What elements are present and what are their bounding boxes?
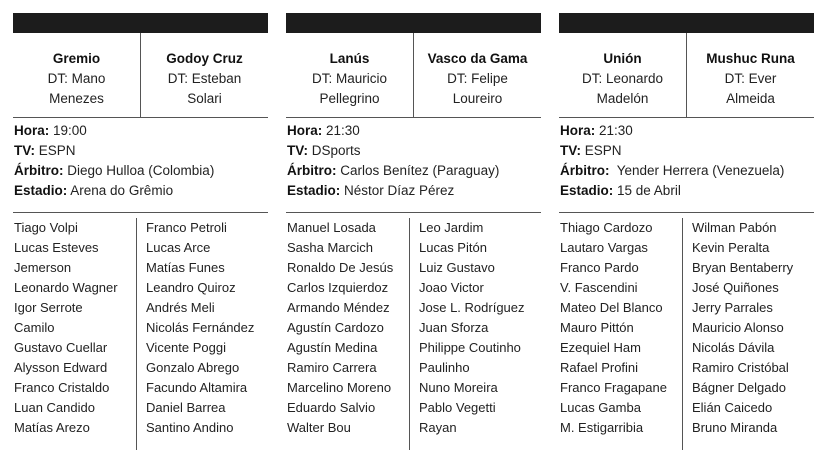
coach-line: DT: Esteban (167, 71, 242, 86)
match-card (13, 13, 268, 450)
player-name: Wilman Pabón (692, 220, 777, 235)
team-away (140, 33, 268, 117)
player-name: Nicolás Dávila (692, 340, 775, 355)
player-name: Carlos Izquierdoz (287, 280, 389, 295)
match-time-label: Hora: (287, 123, 323, 138)
team-home (559, 33, 686, 117)
coach-line: Pellegrino (319, 91, 380, 106)
player-name: Jemerson (14, 260, 72, 275)
teams-header (559, 33, 814, 118)
lineups (559, 213, 814, 450)
match-time (287, 121, 541, 141)
match-time-value: 19:00 (49, 123, 87, 138)
player-name: Rafael Profini (560, 360, 639, 375)
referee-label: Árbitro: (287, 163, 337, 178)
player-name: M. Estigarribia (560, 420, 644, 435)
referee-label: Árbitro: (560, 163, 610, 178)
away-players-list (682, 218, 814, 450)
player-name: Lautaro Vargas (560, 240, 648, 255)
referee-value: Carlos Benítez (Paraguay) (336, 163, 500, 178)
player-name: Leonardo Wagner (14, 280, 118, 295)
teams-header (286, 33, 541, 118)
referee-label: Árbitro: (14, 163, 64, 178)
player-name: Facundo Altamira (146, 380, 248, 395)
team-name: Unión (603, 51, 642, 66)
match-time-label: Hora: (14, 123, 50, 138)
away-players-list (409, 218, 541, 450)
stadium (287, 181, 541, 201)
player-name: Leo Jardim (419, 220, 484, 235)
coach-line: Loureiro (452, 91, 503, 106)
player-name: Ezequiel Ham (560, 340, 641, 355)
match-info (559, 118, 814, 213)
stadium-label: Estadio: (287, 183, 341, 198)
home-players-list (286, 218, 409, 450)
stadium-value: Néstor Díaz Pérez (340, 183, 455, 198)
card-header-bar (13, 13, 268, 33)
tv-channel-value: ESPN (35, 143, 76, 158)
tv-channel (14, 141, 268, 161)
player-name: Philippe Coutinho (419, 340, 521, 355)
player-name: Tiago Volpi (14, 220, 78, 235)
player-name: Walter Bou (287, 420, 351, 435)
team-home (286, 33, 413, 117)
coach-line: DT: Mauricio (311, 71, 387, 86)
player-name: Kevin Peralta (692, 240, 770, 255)
referee-value: Diego Hulloa (Colombia) (63, 163, 215, 178)
lineups (286, 213, 541, 450)
player-name: Rayan (419, 420, 457, 435)
player-name: Vicente Poggi (146, 340, 226, 355)
player-name: Armando Méndez (287, 300, 390, 315)
player-name: Ramiro Cristóbal (692, 360, 789, 375)
stadium (14, 181, 268, 201)
player-name: Santino Andino (146, 420, 234, 435)
player-name: Andrés Meli (146, 300, 215, 315)
player-name: Eduardo Salvio (287, 400, 376, 415)
player-name: Jerry Parrales (692, 300, 773, 315)
player-name: Alysson Edward (14, 360, 108, 375)
player-name: Joao Victor (419, 280, 484, 295)
card-header-bar (559, 13, 814, 33)
player-name: Bruno Miranda (692, 420, 778, 435)
player-name: Mateo Del Blanco (560, 300, 663, 315)
player-name: Gonzalo Abrego (146, 360, 240, 375)
player-name: Bágner Delgado (692, 380, 786, 395)
player-name: Mauricio Alonso (692, 320, 784, 335)
player-name: Luan Candido (14, 400, 95, 415)
player-name: Thiago Cardozo (560, 220, 653, 235)
match-card (286, 13, 541, 450)
tv-channel-label: TV: (14, 143, 36, 158)
team-name: Vasco da Gama (427, 51, 528, 66)
team-away (413, 33, 541, 117)
match-time-value: 21:30 (595, 123, 633, 138)
stadium-value: Arena do Grêmio (67, 183, 174, 198)
player-name: Ronaldo De Jesús (287, 260, 394, 275)
card-header-bar (286, 13, 541, 33)
player-name: Matías Arezo (14, 420, 90, 435)
team-name: Lanús (329, 51, 370, 66)
away-players-list (136, 218, 268, 450)
player-name: Agustín Cardozo (287, 320, 384, 335)
player-name: Franco Pardo (560, 260, 639, 275)
player-name: Ramiro Carrera (287, 360, 377, 375)
player-name: Pablo Vegetti (419, 400, 496, 415)
coach-line: DT: Felipe (447, 71, 508, 86)
player-name: Camilo (14, 320, 55, 335)
match-info (13, 118, 268, 213)
team-name: Mushuc Runa (706, 51, 795, 66)
coach-line: DT: Ever (724, 71, 777, 86)
team-name: Gremio (52, 51, 101, 66)
player-name: Lucas Pitón (419, 240, 487, 255)
stadium-label: Estadio: (14, 183, 68, 198)
player-name: Juan Sforza (419, 320, 489, 335)
player-name: Mauro Pittón (560, 320, 634, 335)
player-name: Lucas Gamba (560, 400, 641, 415)
player-name: Leandro Quiroz (146, 280, 236, 295)
stadium-value: 15 de Abril (613, 183, 681, 198)
team-away (686, 33, 814, 117)
stadium-label: Estadio: (560, 183, 614, 198)
home-players-list (13, 218, 136, 450)
tv-channel (560, 141, 814, 161)
coach-line: Almeida (726, 91, 775, 106)
tv-channel-label: TV: (287, 143, 309, 158)
player-name: Gustavo Cuellar (14, 340, 108, 355)
player-name: Paulinho (419, 360, 470, 375)
player-name: Luiz Gustavo (419, 260, 495, 275)
player-name: Franco Petroli (146, 220, 227, 235)
team-name: Godoy Cruz (166, 51, 243, 66)
tv-channel-label: TV: (560, 143, 582, 158)
referee (560, 161, 814, 181)
referee (287, 161, 541, 181)
match-time-value: 21:30 (322, 123, 360, 138)
stadium (560, 181, 814, 201)
player-name: Marcelino Moreno (287, 380, 392, 395)
coach-line: DT: Mano (47, 71, 106, 86)
player-name: Sasha Marcich (287, 240, 373, 255)
match-info (286, 118, 541, 213)
player-name: Lucas Esteves (14, 240, 99, 255)
tv-channel (287, 141, 541, 161)
teams-header (13, 33, 268, 118)
team-home (13, 33, 140, 117)
match-time (14, 121, 268, 141)
home-players-list (559, 218, 682, 450)
player-name: Daniel Barrea (146, 400, 226, 415)
player-name: Bryan Bentaberry (692, 260, 794, 275)
match-time-label: Hora: (560, 123, 596, 138)
coach-line: DT: Leonardo (581, 71, 664, 86)
player-name: Elián Caicedo (692, 400, 773, 415)
player-name: Manuel Losada (287, 220, 376, 235)
player-name: Lucas Arce (146, 240, 211, 255)
tv-channel-value: ESPN (581, 143, 622, 158)
player-name: Franco Fragapane (560, 380, 667, 395)
player-name: Franco Cristaldo (14, 380, 110, 395)
coach-line: Madelón (596, 91, 649, 106)
match-card (559, 13, 814, 450)
referee (14, 161, 268, 181)
player-name: José Quiñones (692, 280, 779, 295)
player-name: Nuno Moreira (419, 380, 498, 395)
player-name: Igor Serrote (14, 300, 83, 315)
player-name: Agustín Medina (287, 340, 378, 355)
coach-line: Solari (187, 91, 222, 106)
referee-value: Yender Herrera (Venezuela) (609, 163, 785, 178)
coach-line: Menezes (49, 91, 104, 106)
tv-channel-value: DSports (308, 143, 361, 158)
match-time (560, 121, 814, 141)
player-name: V. Fascendini (560, 280, 638, 295)
player-name: Jose L. Rodríguez (419, 300, 525, 315)
lineups (13, 213, 268, 450)
player-name: Matías Funes (146, 260, 225, 275)
player-name: Nicolás Fernández (146, 320, 255, 335)
